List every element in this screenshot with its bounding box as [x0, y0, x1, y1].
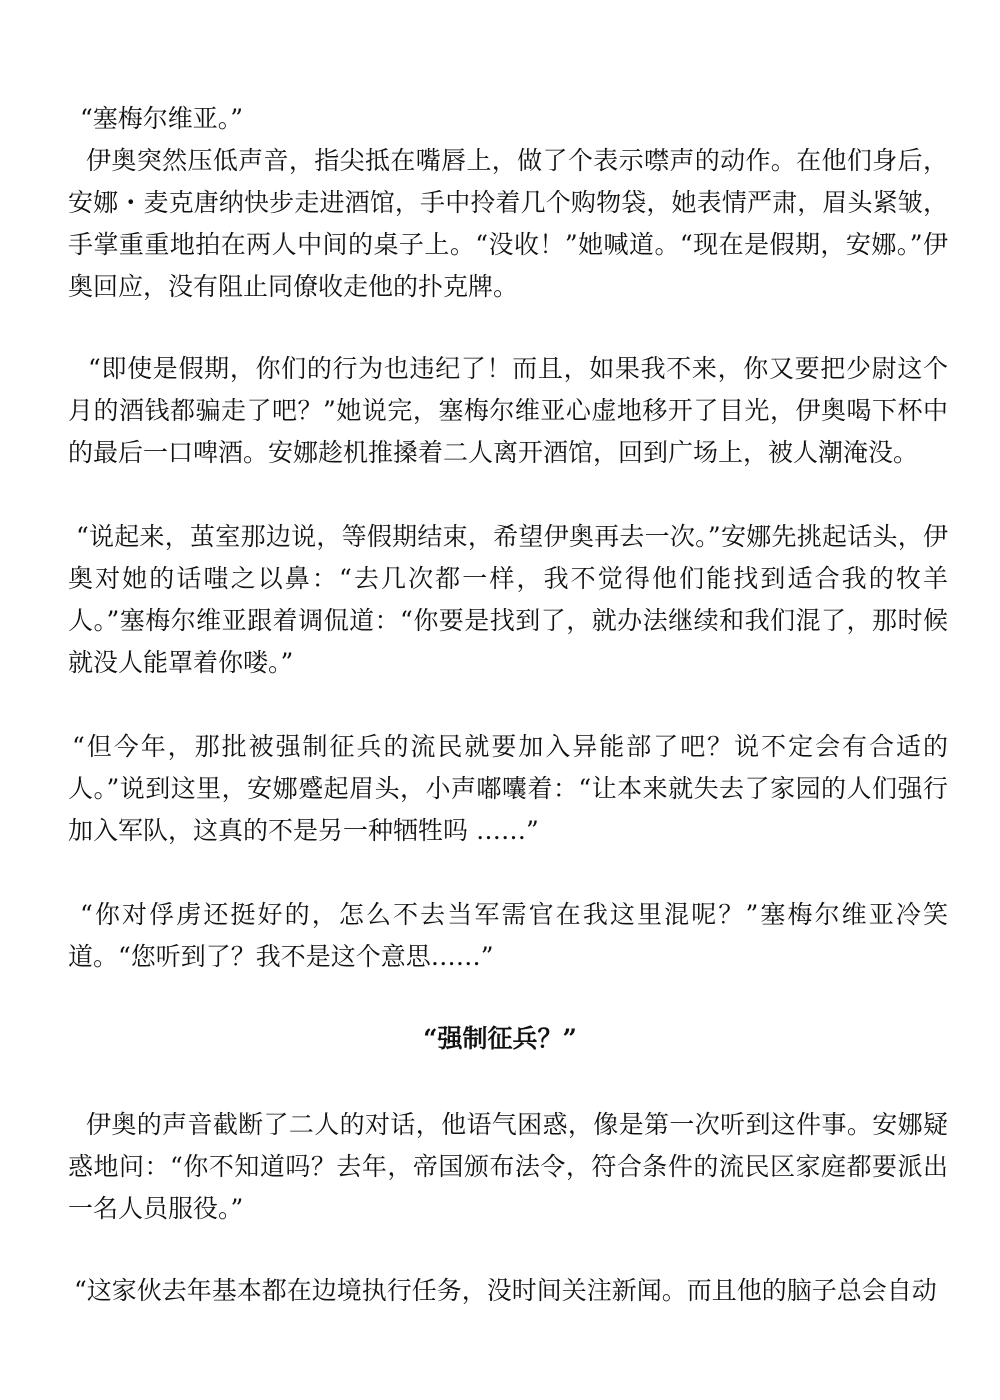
paragraph-7: 伊奥的声音截断了二人的对话，他语气困惑，像是第一次听到这件事。安娜疑惑地问：“你不知道吗？去年，帝国颁布法令，符合条件的流民区家庭都要派出一名人员服役。”: [68, 1110, 948, 1223]
paragraph-3: “即使是假期，你们的行为也违纪了！而且，如果我不来，你又要把少尉这个月的酒钱都骗走了吧？”她说完，塞梅尔维亚心虚地移开了目光，伊奥喝下杯中的最后一口啤酒。安娜趁机推搡着二人离开酒馆，回到广场上，被人潮淹没。: [68, 354, 948, 467]
paragraph-5: “但今年，那批被强制征兵的流民就要加入异能部了吧？说不定会有合适的人。”说到这里，安娜蹙起眉头，小声嘟囔着：“让本来就失去了家园的人们强行加入军队，这真的不是另一种牺牲吗 ……”: [68, 732, 948, 845]
paragraph-4: “说起来，茧室那边说，等假期结束，希望伊奥再去一次。”安娜先挑起话头，伊奥对她的话嗤之以鼻：“去几次都一样，我不觉得他们能找到适合我的牧羊人。”塞梅尔维亚跟着调侃道：“你要是找到了，就办法继续和我们混了，那时候就没人能罩着你喽。”: [68, 522, 948, 677]
section-heading: “强制征兵？”: [423, 1024, 577, 1053]
paragraph-6: “你对俘虏还挺好的，怎么不去当军需官在我这里混呢？”塞梅尔维亚冷笑道。“您听到了？我不是这个意思……”: [68, 900, 948, 971]
paragraph-1: “塞梅尔维亚。”: [80, 104, 244, 133]
paragraph-8: “这家伙去年基本都在边境执行任务，没时间关注新闻。而且他的脑子总会自动: [74, 1276, 937, 1305]
paragraph-2: 伊奥突然压低声音，指尖抵在嘴唇上，做了个表示噤声的动作。在他们身后，安娜・麦克唐纳快步走进酒馆，手中拎着几个购物袋，她表情严肃，眉头紧皱，手掌重重地拍在两人中间的桌子上。“没收！”她喊道。“现在是假期，安娜。”伊奥回应，没有阻止同僚收走他的扑克牌。: [68, 146, 948, 301]
